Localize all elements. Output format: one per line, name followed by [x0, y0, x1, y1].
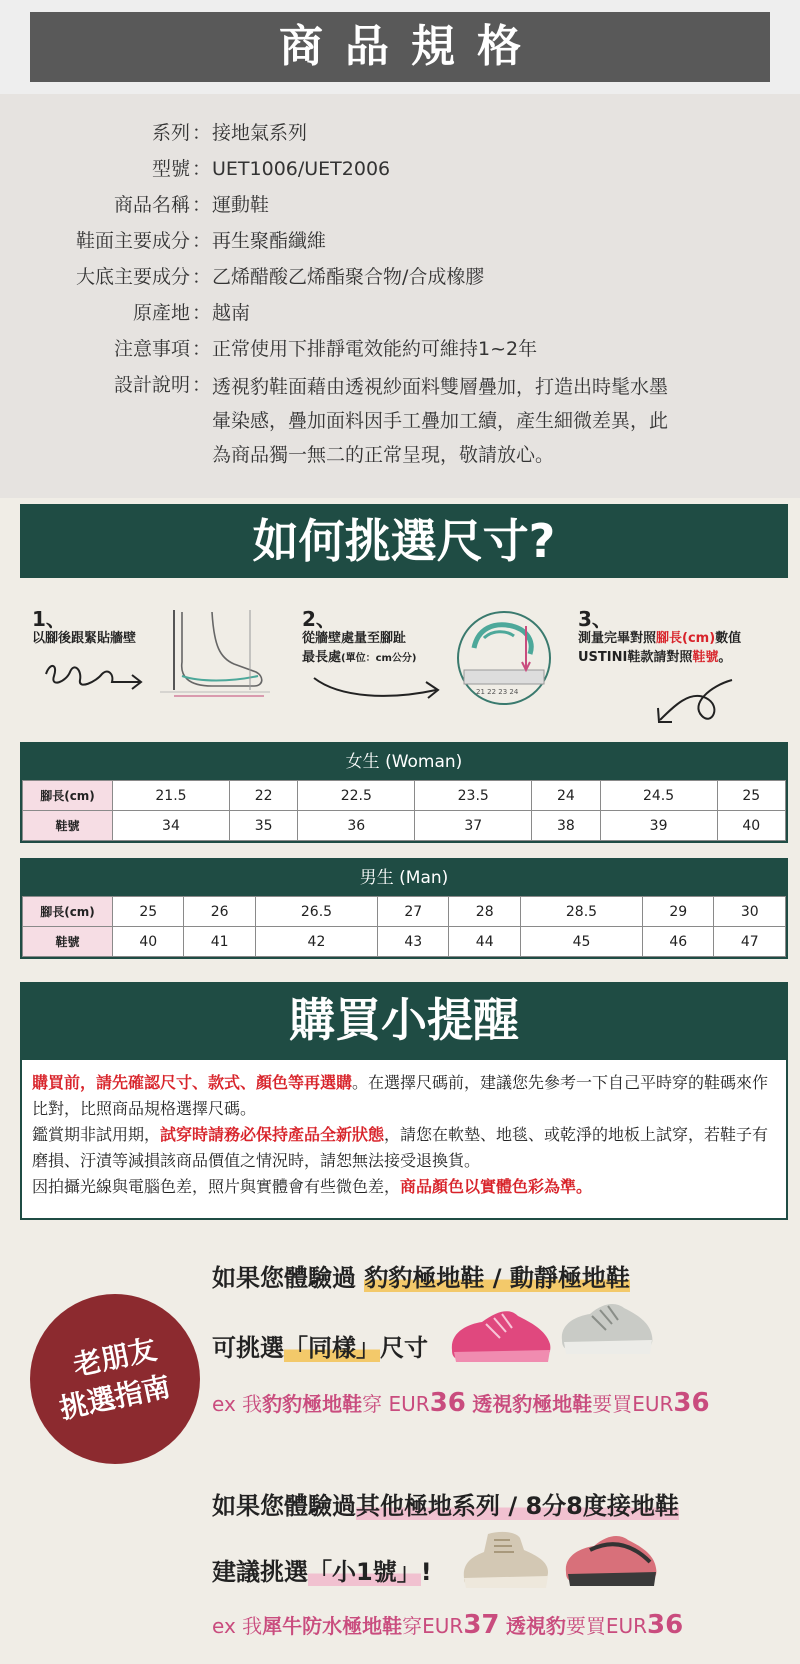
table-cell: 25	[113, 897, 184, 927]
table-cell: 25	[717, 781, 785, 811]
table-cell: 40	[113, 927, 184, 957]
example-2-d: 37	[463, 1610, 500, 1640]
spec-value: 越南	[212, 302, 251, 324]
spec-colon: ：	[192, 266, 212, 288]
heading-4-highlight: 「小1號」	[308, 1558, 421, 1586]
ruler-marks: 21 22 23 24	[476, 688, 519, 696]
table-cell: 26	[184, 897, 255, 927]
spec-row	[0, 296, 800, 330]
table-cell: 41	[184, 927, 255, 957]
step-3-text-a: 測量完畢對照	[578, 631, 657, 646]
spec-colon: ：	[192, 302, 212, 324]
example-1-d: 36	[429, 1388, 466, 1418]
design-line: 透視豹鞋面藉由透視紗面料雙層疊加，打造出時髦水墨	[212, 376, 669, 398]
step-1	[32, 607, 137, 648]
pink-sneaker-image	[446, 1302, 556, 1368]
spec-colon: ：	[192, 374, 212, 396]
step-3-text-c: 數值	[715, 631, 742, 646]
spec-colon: ：	[192, 122, 212, 144]
notice-title: 購買小提醒	[20, 982, 788, 1058]
guide-example-1	[212, 1388, 710, 1418]
example-1-f: 要買EUR	[592, 1392, 674, 1416]
heading-1-highlight: 豹豹極地鞋 / 動靜極地鞋	[364, 1264, 630, 1292]
table-cell: 34	[113, 811, 230, 841]
step-2-line1: 從牆壁處量至腳趾	[302, 631, 407, 646]
spec-title: 商品規格	[30, 12, 770, 82]
spec-colon: ：	[192, 338, 212, 360]
heading-2-highlight: 「同樣」	[284, 1334, 380, 1362]
arrow-loop-icon	[650, 676, 740, 728]
spec-row	[0, 188, 800, 222]
foot-against-wall-icon	[160, 606, 270, 706]
spec-row	[0, 116, 800, 150]
table-row	[23, 811, 786, 841]
table-cell: 39	[600, 811, 717, 841]
heading-3-prefix: 如果您體驗過	[212, 1492, 356, 1520]
spec-row	[0, 152, 800, 186]
table-cell: 42	[255, 927, 377, 957]
example-2-a: ex 我	[212, 1614, 263, 1638]
pink-trail-shoe-image	[560, 1528, 660, 1592]
table-cell: 29	[643, 897, 714, 927]
man-size-table	[20, 858, 788, 959]
spec-value: 正常使用下排靜電效能約可維持1~2年	[212, 338, 538, 360]
example-1-a: ex 我	[212, 1392, 263, 1416]
step-2	[302, 607, 417, 668]
step-2-unit: (單位：cm公分)	[341, 653, 417, 664]
example-1-b: 豹豹極地鞋	[262, 1392, 363, 1416]
heading-1-prefix: 如果您體驗過	[212, 1264, 365, 1292]
spec-label: 注意事項	[113, 338, 190, 360]
table-cell: 45	[520, 927, 642, 957]
spec-label: 系列	[151, 122, 190, 144]
table-cell: 21.5	[113, 781, 230, 811]
table-cell: 27	[378, 897, 449, 927]
table-cell: 35	[229, 811, 297, 841]
example-2-c: 穿EUR	[402, 1614, 464, 1638]
notice-text-2a: 鑑賞期非試用期，	[32, 1125, 161, 1144]
measure-toe-icon	[454, 608, 554, 708]
arrow-scribble-icon	[40, 660, 145, 700]
table-cell: 37	[415, 811, 532, 841]
spec-value: UET1006/UET2006	[212, 158, 391, 180]
heading-3-highlight: 其他極地系列 / 8分8度接地鞋	[356, 1492, 679, 1520]
table-cell: 28.5	[520, 897, 642, 927]
heading-4-prefix: 建議挑選	[212, 1558, 308, 1586]
woman-size-table	[20, 742, 788, 843]
badge-line-2: 挑選指南	[56, 1369, 174, 1426]
guide-heading-3	[212, 1486, 679, 1521]
spec-label: 原產地	[132, 302, 190, 324]
gray-sneaker-image	[556, 1296, 656, 1360]
table-row	[23, 927, 786, 957]
design-line: 為商品獨一無二的正常呈現，敬請放心。	[212, 444, 555, 466]
guide-example-2	[212, 1610, 683, 1640]
design-description	[212, 370, 752, 472]
table-row	[23, 781, 786, 811]
heading-2-prefix: 可挑選	[212, 1334, 284, 1362]
table-row	[23, 897, 786, 927]
woman-table-title: 女生 (Woman)	[345, 752, 463, 772]
spec-label: 鞋面主要成分	[75, 230, 190, 252]
guide-heading-2	[212, 1328, 428, 1363]
notice-box	[20, 1058, 788, 1220]
heading-2-suffix: 尺寸	[380, 1334, 428, 1362]
spec-colon: ：	[192, 194, 212, 216]
table-cell: 47	[714, 927, 786, 957]
size-guide-title: 如何挑選尺寸?	[20, 504, 788, 578]
table-cell: 44	[449, 927, 520, 957]
step-3	[578, 607, 742, 667]
example-1-e: 透視豹極地鞋	[472, 1392, 593, 1416]
beige-boot-image	[454, 1526, 554, 1594]
guide-heading-1	[212, 1258, 630, 1293]
table-cell: 22.5	[298, 781, 415, 811]
old-friend-badge	[30, 1294, 200, 1464]
table-cell: 24	[532, 781, 600, 811]
spec-row	[0, 332, 800, 366]
table-cell: 22	[229, 781, 297, 811]
step-3-foot-length: 腳長(cm)	[656, 631, 716, 646]
man-table-title: 男生 (Man)	[359, 868, 449, 888]
row-label: 腳長(cm)	[23, 781, 113, 811]
example-2-f: 要買EUR	[565, 1614, 648, 1638]
notice-text-1: 。在選擇尺碼前，建議您先參考一下自己平時穿的鞋碼來作比對，比照商品規格選擇尺碼。	[32, 1073, 769, 1118]
step-3-text-d: USTINI鞋款請對照	[578, 650, 693, 665]
row-label: 鞋號	[23, 927, 113, 957]
guide-heading-4	[212, 1552, 432, 1587]
notice-warning-1: 購買前，請先確認尺寸、款式、顏色等再選購	[32, 1073, 353, 1092]
design-line: 暈染感，疊加面料因手工疊加工續，產生細微差異，此	[212, 410, 669, 432]
table-cell: 23.5	[415, 781, 532, 811]
table-cell: 30	[714, 897, 786, 927]
example-2-g: 36	[647, 1610, 684, 1640]
spec-colon: ：	[192, 158, 212, 180]
notice-text-3: 因拍攝光線與電腦色差，照片與實體會有些微色差，	[32, 1177, 401, 1196]
arrow-curve-icon	[310, 674, 450, 704]
table-cell: 40	[717, 811, 785, 841]
step-1-number: 1、	[32, 607, 66, 631]
row-label: 腳長(cm)	[23, 897, 113, 927]
spec-value: 運動鞋	[212, 194, 270, 216]
example-1-g: 36	[673, 1388, 710, 1418]
step-3-size: 鞋號	[692, 650, 719, 665]
table-cell: 46	[643, 927, 714, 957]
spec-value: 再生聚酯纖維	[212, 230, 327, 252]
row-label: 鞋號	[23, 811, 113, 841]
notice-text-2: ，請您在軟墊、地毯、或乾淨的地板上試穿，若鞋子有磨損、汙漬等減損該商品價值之情況時，請恕無法接受退換貨。	[32, 1125, 769, 1170]
step-2-line2: 最長處	[302, 650, 342, 665]
table-cell: 28	[449, 897, 520, 927]
example-2-e: 透視豹	[505, 1614, 566, 1638]
badge-line-1: 老朋友	[70, 1332, 160, 1383]
table-cell: 26.5	[255, 897, 377, 927]
spec-row	[0, 224, 800, 258]
notice-warning-2: 試穿時請務必保持產品全新狀態	[160, 1125, 385, 1144]
table-cell: 24.5	[600, 781, 717, 811]
spec-label: 商品名稱	[113, 194, 190, 216]
notice-warning-3: 商品顏色以實體色彩為準。	[400, 1177, 593, 1196]
spec-label: 大底主要成分	[75, 266, 190, 288]
table-cell: 43	[378, 927, 449, 957]
spec-value: 乙烯醋酸乙烯酯聚合物/合成橡膠	[212, 266, 485, 288]
step-3-text-f: 。	[718, 650, 732, 665]
table-cell: 38	[532, 811, 600, 841]
step-3-number: 3、	[578, 607, 612, 631]
spec-label: 設計說明	[113, 374, 190, 396]
heading-4-suffix: !	[420, 1558, 432, 1586]
table-cell: 36	[298, 811, 415, 841]
spec-value: 接地氣系列	[212, 122, 308, 144]
spec-colon: ：	[192, 230, 212, 252]
example-2-b: 犀牛防水極地鞋	[262, 1614, 403, 1638]
example-1-c: 穿 EUR	[362, 1392, 430, 1416]
step-1-text: 以腳後跟緊貼牆壁	[32, 631, 137, 646]
spec-label: 型號	[151, 158, 190, 180]
spec-row	[0, 260, 800, 294]
step-2-number: 2、	[302, 607, 336, 631]
